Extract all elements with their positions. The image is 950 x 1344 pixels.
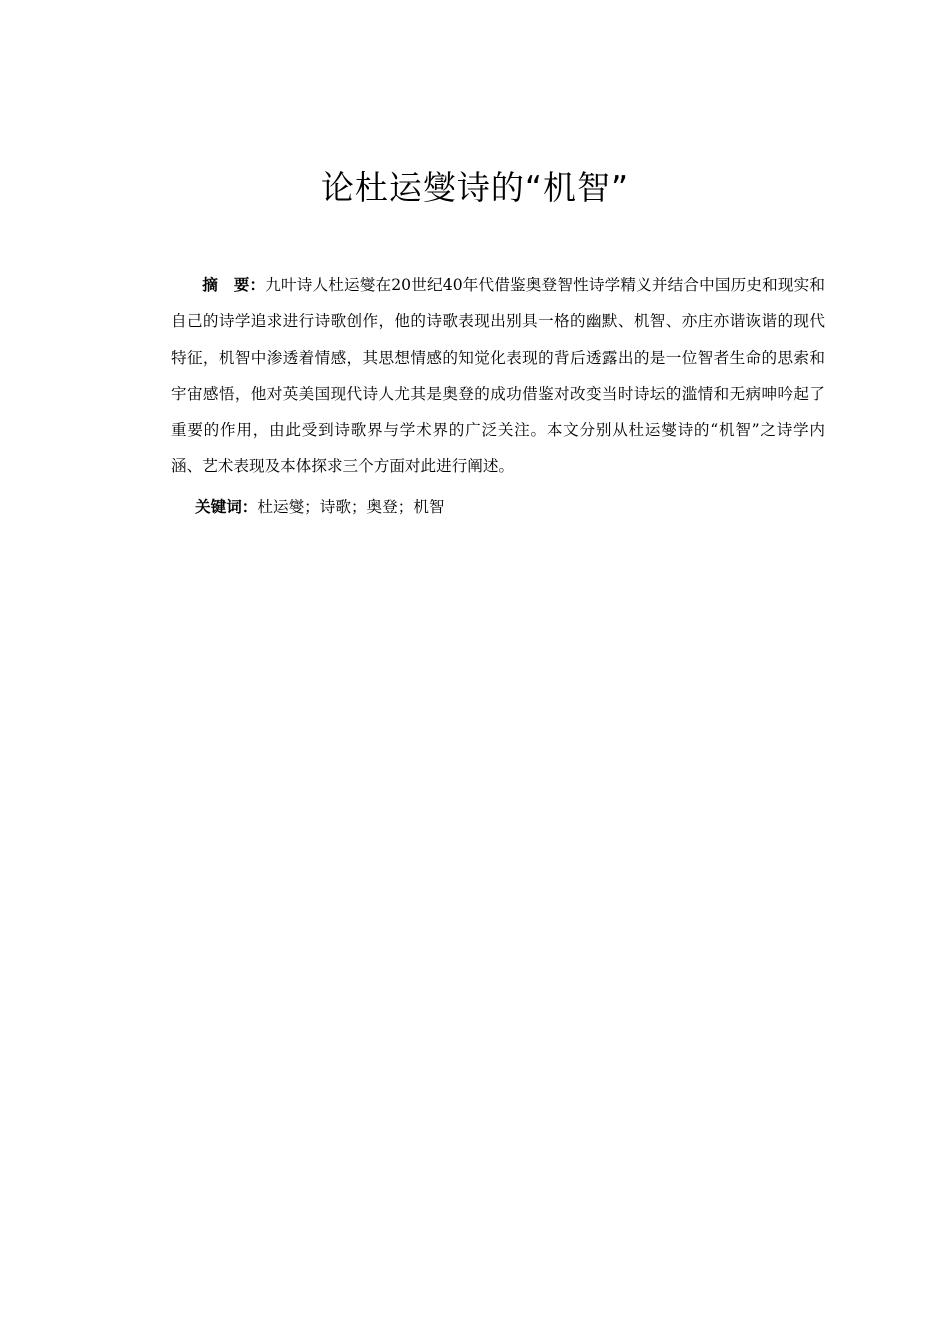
abstract-paragraph: [171, 267, 825, 485]
paper-title: 论杜运燮诗的“机智”: [320, 168, 630, 207]
keywords-text: 杜运燮；诗歌；奥登；机智: [257, 498, 445, 516]
keywords-label: 关键词：: [195, 498, 258, 516]
abstract-text: 九叶诗人杜运燮在20世纪40年代借鉴奥登智性诗学精义并结合中国历史和现实和自己的诗学追求进行诗歌创作，他的诗歌表现出别具一格的幽默、机智、亦庄亦谐诙谐的现代特征，机智中渗透着情感，其思想情感的知觉化表现的背后透露出的是一位智者生命的思索和宇宙感悟，他对英美国现代诗人尤其是奥登的成功借鉴对改变当时诗坛的滥情和无病呻吟起了重要的作用，由此受到诗歌界与学术界的广泛关注。本文分别从杜运燮诗的“机智”之诗学内涵、艺术表现及本体探求三个方面对此进行阐述。: [171, 276, 825, 476]
abstract-label: 摘 要：: [202, 276, 266, 294]
keywords-line: [195, 489, 825, 525]
